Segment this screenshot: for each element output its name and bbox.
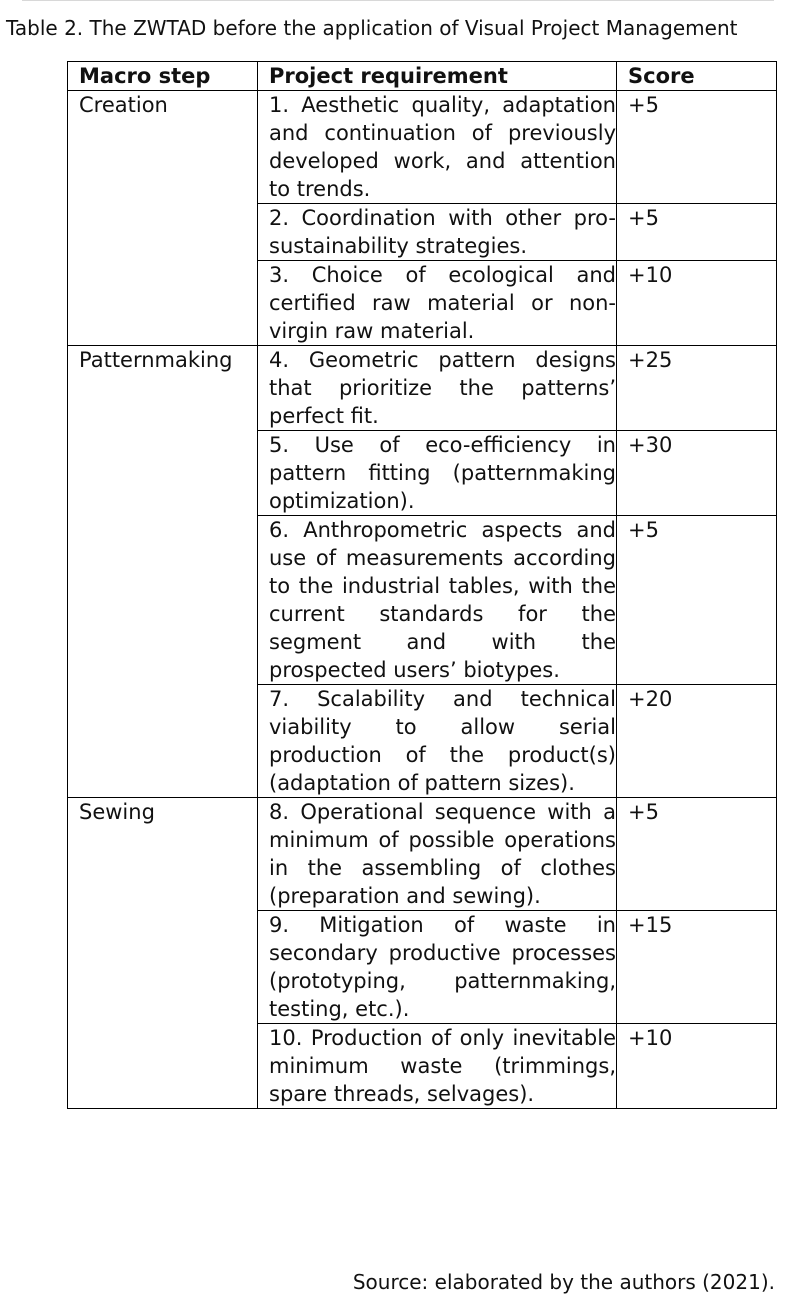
requirement-cell: 4. Geometric pattern designs that prioritize the patterns’ perfect fit. <box>258 346 617 431</box>
requirement-cell: 3. Choice of ecological and certified raw material or non-virgin raw material. <box>258 261 617 346</box>
table-row <box>68 798 777 911</box>
score-cell: +5 <box>617 798 777 911</box>
header-score: Score <box>617 62 777 91</box>
score-cell: +30 <box>617 431 777 516</box>
score-cell: +5 <box>617 91 777 204</box>
requirement-cell: 10. Production of only inevitable minimum waste (trimmings, spare threads, selvages). <box>258 1024 617 1109</box>
score-cell: +15 <box>617 911 777 1024</box>
macro-step-cell: Creation <box>68 91 258 346</box>
header-project-requirement: Project requirement <box>258 62 617 91</box>
top-rule <box>22 0 774 1</box>
requirement-cell: 2. Coordination with other pro-sustainability strategies. <box>258 204 617 261</box>
requirement-cell: 6. Anthropometric aspects and use of measurements according to the industrial tables, with the current standards for the segment and with the prospected users’ biotypes. <box>258 516 617 685</box>
score-cell: +5 <box>617 204 777 261</box>
requirements-table <box>67 61 777 1109</box>
table-row <box>68 346 777 431</box>
requirement-cell: 5. Use of eco-efficiency in pattern fitting (patternmaking optimization). <box>258 431 617 516</box>
requirement-cell: 8. Operational sequence with a minimum of possible operations in the assembling of clothes (preparation and sewing). <box>258 798 617 911</box>
table-header-row <box>68 62 777 91</box>
requirement-cell: 7. Scalability and technical viability to allow serial production of the product(s) (adaptation of pattern sizes). <box>258 685 617 798</box>
macro-step-cell: Patternmaking <box>68 346 258 798</box>
score-cell: +20 <box>617 685 777 798</box>
table-caption: Table 2. The ZWTAD before the application of Visual Project Management <box>6 16 738 40</box>
macro-step-cell: Sewing <box>68 798 258 1109</box>
score-cell: +10 <box>617 1024 777 1109</box>
requirement-cell: 1. Aesthetic quality, adaptation and continuation of previously developed work, and attention to trends. <box>258 91 617 204</box>
score-cell: +10 <box>617 261 777 346</box>
table-row <box>68 91 777 204</box>
score-cell: +25 <box>617 346 777 431</box>
requirement-cell: 9. Mitigation of waste in secondary productive processes (prototyping, patternmaking, testing, etc.). <box>258 911 617 1024</box>
source-note: Source: elaborated by the authors (2021). <box>352 1270 775 1294</box>
score-cell: +5 <box>617 516 777 685</box>
header-macro-step: Macro step <box>68 62 258 91</box>
